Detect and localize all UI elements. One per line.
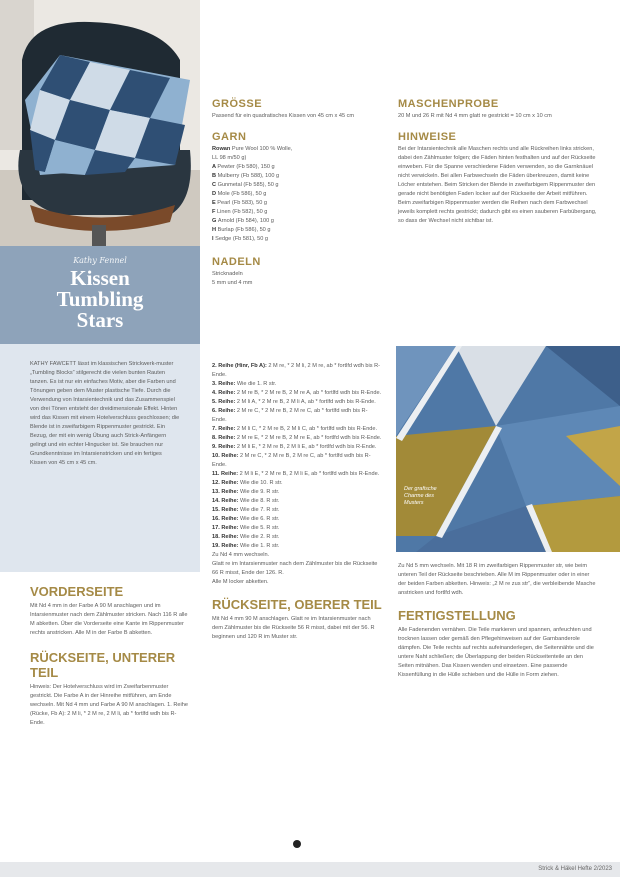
- garn-list-line: G Arnold (Fb 584), 100 g: [212, 218, 274, 224]
- garn-list-line: B Mulberry (Fb 588), 100 g: [212, 173, 280, 179]
- intro-box: [0, 344, 200, 572]
- intro-text: KATHY FAWCETT lässt im klassischen Strickwerk-muster „Tumbling Blocks“ stilgerecht die vielen bunten Rauten tanzen. Es ist nur ein einfaches Motiv, aber die Farben und Tönungen geben dem Muster plastische Tiefe. Durch die Verwendung von Intarsientechnik und das Zusammenspiel von drei Tönen entsteht der dreidimensionale Effekt. Hinten wird das Kissen mit einem Hotelverschluss geschlossen; die Blende ist in zweifarbigem Rippenmuster gestrickt. Ein Bezug, der mit ein wenig Übung auch Strick-Anfängern gelingt und ein echter Hingucker ist. Sie brauchen nur Grundkenntnisse im Intarsienstricken und ein fertiges Kissen von 45 cm x 45 cm.: [30, 361, 180, 466]
- title-line-2: Tumbling: [56, 287, 144, 311]
- title-box: [0, 246, 200, 344]
- mid-lines-line: 16. Reihe: Wie die 6. R str.: [212, 516, 280, 522]
- garn-list-line: H Burlap (Fb 586), 50 g: [212, 227, 271, 233]
- caption-line: Musters: [404, 500, 424, 506]
- garn-list-line: A Pewter (Fb 580), 150 g: [212, 164, 275, 170]
- mid-lines-line: 11. Reihe: 2 M li E, * 2 M re B, 2 M li E, ab * fortlfd wdh bis R-Ende.: [212, 471, 380, 477]
- knit-texture: [396, 346, 620, 552]
- mid-lines-line: 8. Reihe: 2 M re E, * 2 M re B, 2 M re E, ab * fortlfd wdh bis R-Ende.: [212, 435, 382, 441]
- mid-lines-line: 17. Reihe: Wie die 5. R str.: [212, 525, 280, 531]
- mid-lines-line: 13. Reihe: Wie die 9. R str.: [212, 489, 280, 495]
- mid-lines-line: Alle M locker abketten.: [212, 579, 269, 585]
- chair-illustration: [0, 0, 200, 246]
- groesse-heading: GRÖSSE: [212, 98, 263, 110]
- middle-lower-column: [212, 362, 382, 642]
- rueckseite-oben-heading: RÜCKSEITE, OBERER TEIL: [212, 597, 382, 612]
- footer-bar: [0, 862, 620, 877]
- mid-lines-line: 18. Reihe: Wie die 2. R str.: [212, 534, 280, 540]
- mid-lines-line: 9. Reihe: 2 M li E, * 2 M re B, 2 M li E, ab * fortlfd wdh bis R-Ende.: [212, 444, 377, 450]
- garn-list-line: Rowan Pure Wool 100 % Wolle,: [212, 146, 293, 152]
- mid-lines-line: 7. Reihe: 2 M li C, * 2 M re B, 2 M li C, ab * fortlfd wdh bis R-Ende.: [212, 426, 378, 432]
- vorderseite-heading: VORDERSEITE: [30, 584, 124, 599]
- maschenprobe-text: 20 M und 26 R mit Nd 4 mm glatt re gestrickt = 10 cm x 10 cm: [398, 113, 552, 119]
- mid-lines-line: 3. Reihe: Wie die 1. R str.: [212, 381, 277, 387]
- fertigstellung-text: Alle Fadenenden vernähen. Die Teile markieren und spannen, anfeuchten und trocknen lassen oder gemäß den Pflegehinweisen auf der Garnbanderole dämpfen. Die Teile rechts auf rechts aufeinanderlegen, die Seitennähte und die untere Naht schließen; die Überlappung der beiden Rückseitenteile an den Seiten mitnähen. Das Kissen wenden und einsetzen. Eine passende Kissenfüllung in die Hülle schieben und die Hülle in Form ziehen.: [398, 627, 594, 678]
- fertigstellung-heading: FERTIGSTELLUNG: [398, 608, 516, 623]
- right-col-text: Zu Nd 5 mm wechseln. Mit 18 R im zweifarbigen Rippenmuster str, wie beim unteren Teil der Rückseite beschrieben. Alle M im Rippenmuster oder in einer der beiden Farben abketten. Hinweis: „2 M re zus str“, die verbleibende Masche anstricken und fortlfd wdh.: [398, 563, 596, 596]
- photo-caption: [404, 486, 437, 507]
- nadeln-list: [212, 270, 382, 288]
- pattern-title: [0, 268, 200, 331]
- hinweise-heading: HINWEISE: [398, 131, 457, 143]
- notes-column: [398, 98, 598, 226]
- cushion-photo: [0, 0, 200, 246]
- instruction-rows: [212, 362, 382, 587]
- title-line-1: Kissen: [70, 266, 130, 290]
- mid-lines-line: 15. Reihe: Wie die 7. R str.: [212, 507, 280, 513]
- knitting-closeup-photo: [396, 346, 620, 552]
- caption-line: Der grafische: [404, 486, 437, 492]
- rueckseite-unten-heading: RÜCKSEITE, UNTERER TEIL: [30, 650, 176, 680]
- garn-list-line: C Gunmetal (Fb 585), 50 g: [212, 182, 279, 188]
- vorderseite-text: Mit Nd 4 mm in der Farbe A 90 M anschlagen und im Intarsienmuster nach dem Zählmuster stricken. Nach 116 R alle M abketten. Über die Vorderseite eine Kante im Rippenmuster rechts anstricken. Alle M in der Farbe B abketten.: [30, 603, 188, 636]
- garn-list-line: LL 98 m/50 g): [212, 155, 247, 161]
- maschenprobe-heading: MASCHENPROBE: [398, 98, 499, 110]
- garn-list: [212, 145, 382, 244]
- title-line-3: Stars: [76, 308, 124, 332]
- left-lower-column: [30, 584, 190, 728]
- rueckseite-unten-text: Hinweis: Der Hotelverschluss wird im Zweifarbenmuster gestrickt. Die Farbe A in der Hinreihe mitführen, am Ende wechseln. Mit Nd 4 mm und Farbe A 90 M anschlagen. 1. Reihe (Rücke, Fb A): 2 M li, * 2 M re, 2 M li, ab * fortlfd wdh bis R-Ende.: [30, 684, 188, 726]
- mid-lines-line: 10. Reihe: 2 M re C, * 2 M re B, 2 M re C, ab * fortlfd wdh bis R-Ende.: [212, 453, 371, 468]
- mid-lines-line: 6. Reihe: 2 M re C, * 2 M re B, 2 M re C, ab * fortlfd wdh bis R-Ende.: [212, 408, 368, 423]
- mid-lines-line: 19. Reihe: Wie die 1. R str.: [212, 543, 280, 549]
- mid-lines-line: Zu Nd 4 mm wechseln.: [212, 552, 270, 558]
- nadeln-heading: NADELN: [212, 256, 261, 268]
- footer-text: Strick & Häkel Hefte 2/2023: [538, 866, 612, 872]
- mid-lines-line: 4. Reihe: 2 M re B, * 2 M re B, 2 M re A, ab * fortlfd wdh bis R-Ende.: [212, 390, 382, 396]
- right-lower-column: [398, 562, 598, 680]
- garn-list-line: E Pearl (Fb 583), 50 g: [212, 200, 268, 206]
- groesse-text: Passend für ein quadratisches Kissen von 45 cm x 45 cm: [212, 113, 355, 119]
- page-number-dot: [293, 840, 301, 848]
- caption-line: Charme des: [404, 493, 434, 499]
- mid-lines-line: 5. Reihe: 2 M li A, * 2 M re B, 2 M li A, ab * fortlfd wdh bis R-Ende.: [212, 399, 376, 405]
- garn-heading: GARN: [212, 131, 247, 143]
- garn-list-line: F Linen (Fb 582), 50 g: [212, 209, 268, 215]
- rueckseite-oben-text: Mit Nd 4 mm 90 M anschlagen. Glatt re im Intarsienmuster nach dem Zählmuster bis die Rückseite 56 R misst, dabei mit der 56. R beginnen und 120 R im Muster str.: [212, 616, 375, 640]
- mid-lines-line: Glatt re im Intarsienmuster nach dem Zählmuster bis die Rückseite 66 R misst, Ende der 126. R.: [212, 561, 378, 576]
- garn-list-line: I Sedge (Fb 581), 50 g: [212, 236, 268, 242]
- mid-lines-line: 14. Reihe: Wie die 8. R str.: [212, 498, 280, 504]
- garn-list-line: D Mole (Fb 586), 50 g: [212, 191, 267, 197]
- materials-column: [212, 98, 382, 288]
- mid-lines-line: 2. Reihe (Hinr, Fb A): 2 M re, * 2 M li, 2 M re, ab * fortlfd wdh bis R-Ende.: [212, 363, 380, 378]
- nadeln-list-line: Stricknadeln: [212, 271, 243, 277]
- mid-lines-line: 12. Reihe: Wie die 10. R str.: [212, 480, 283, 486]
- hinweise-text: Bei der Intarsientechnik alle Maschen rechts und alle Rückreihen links stricken, dabei den Zählmuster folgen; die Fäden hinten festhalten und auf der Rückseite einweben. Für die Spanne verschiedene Fäden verwenden, so die Garnknäuel nicht verwickeln. Bei allen Farbwechseln die Fäden überkreuzen, damit keine Löcher entstehen. Beim Stricken der Blende in zweifarbigem Rippenmuster den gerade nicht benötigten Faden locker auf der Rückseite der Arbeit mitführen. Beim zweifarbigen Rippenmuster werden die Reihen nach dem Farbwechsel jeweils komplett rechts gestrickt; dadurch gibt es einen sauberen Farbübergang, so dass der Wechsel nicht sichtbar ist.: [398, 146, 597, 224]
- nadeln-list-line: 5 mm und 4 mm: [212, 280, 253, 286]
- author-name: Kathy Fennel: [73, 256, 127, 265]
